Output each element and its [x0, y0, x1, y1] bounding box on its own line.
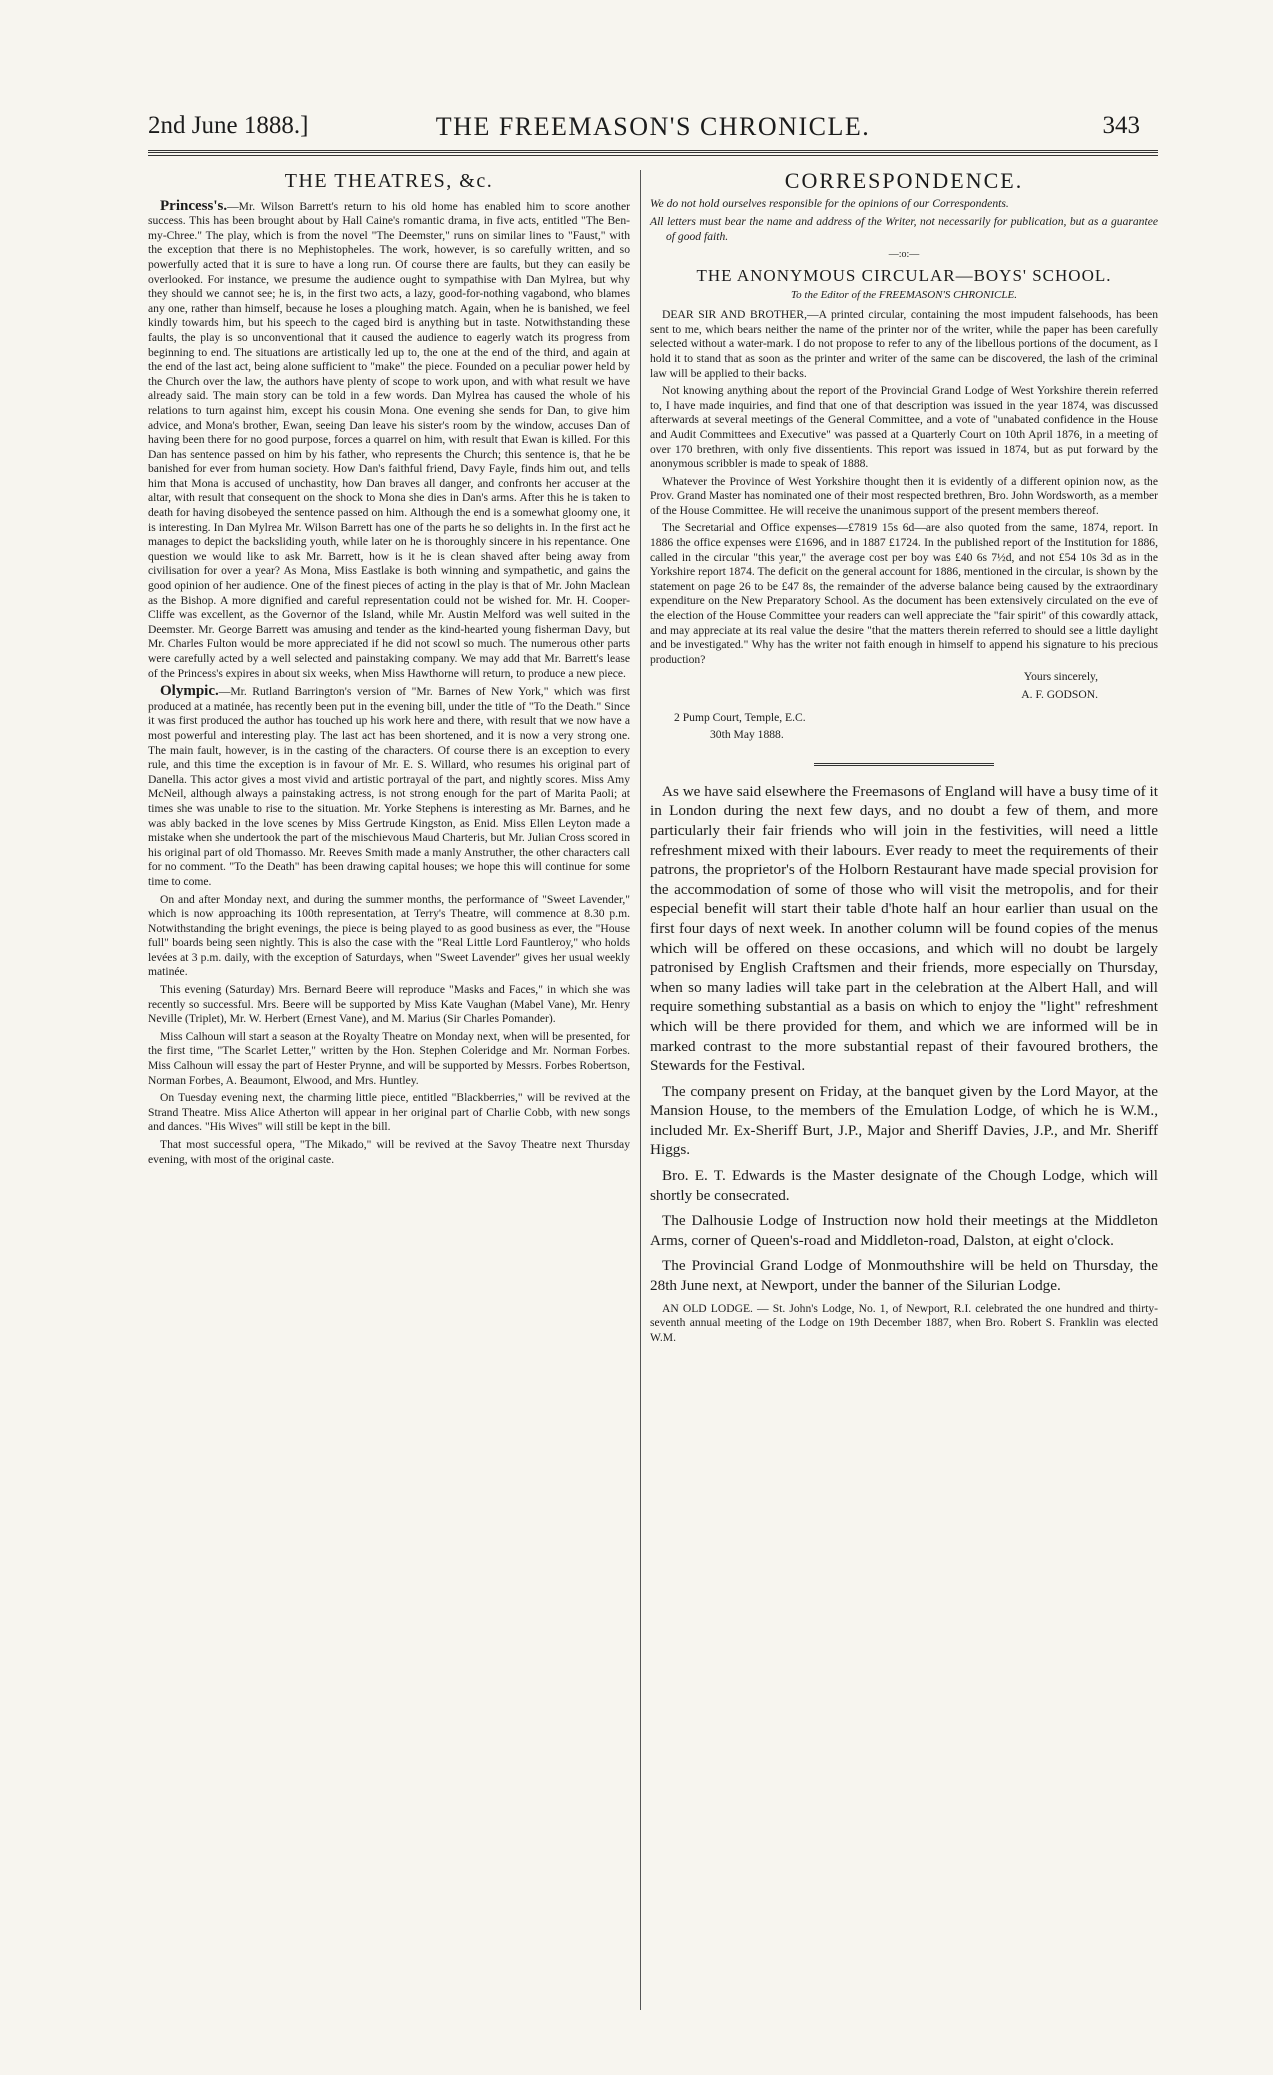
calhoun-paragraph: Miss Calhoun will start a season at the Royalty Theatre on Monday next, when will be presented, for the first time, "The Scarlet Letter," written by the Hon. Stephen Coleridge and Mr. Norman Forbes. Miss Calhoun will essay the part of Hester Prynne, and will be supported by Messrs. Forbes Robertson, Norman Forbes, A. Beaumont, Elwood, and Mrs. Huntley.: [148, 1029, 630, 1087]
issue-date: 2nd June 1888.]: [148, 112, 309, 139]
note-mansion-house: The company present on Friday, at the banquet given by the Lord Mayor, at the Mansion House, to the members of the Emulation Lodge, of which he is W.M., included Mr. Ex-Sheriff Burt, J.P., Major and Sheriff Davies, J.P., and Mr. Sheriff Higgs.: [650, 1082, 1158, 1159]
letter-paragraph-4: The Secretarial and Office expenses—£7819 15s 6d—are also quoted from the same, 1874, report. In 1886 the office expenses were £1696, and in 1887 £1724. In the published report of the Institution for 1886, called in the circular "this year," the average cost per boy was £40 6s 7½d, and not £54 10s 3d as in the Yorkshire report 1874. The deficit on the general account for 1886, mentioned in the circular, is shown by the statement on page 26 to be £47 8s, the remainder of the adverse balance being caused by the extraordinary expenditure on the New Preparatory School. As the document has been extensively circulated on the eve of the election of the House Committee your readers can well appreciate the "fair spirit" of this cowardly attack, and may appreciate at its real value the desire "that the matters therein referred to should see a little daylight and be investigated." Why has the writer not faith enough in himself to append his signature to his precious production?: [650, 521, 1158, 666]
correspondence-column: [650, 170, 1158, 1351]
olympic-lead: Olympic.: [160, 683, 219, 700]
letter-paragraph-3: Whatever the Province of West Yorkshire thought then it is evidently of a different opinion now, as the Prov. Grand Master has nominated one of their most respected brethren, Bro. John Wordsworth, as a member of the House Committee. He will receive the unanimous support of the present members thereof.: [650, 474, 1158, 517]
notes-section: [650, 782, 1158, 1346]
note-holborn: As we have said elsewhere the Freemasons of England will have a busy time of it in London during the next few days, and no doubt a few of them, and more particularly their fair friends who will join in the festivities, will need a little refreshment mixed with their labours. Ever ready to meet the requirements of their patrons, the proprietor's of the Holborn Restaurant have made special provision for the accommodation of some of those who will visit the metropolis, and for their especial benefit will start their table d'hote half an hour earlier than usual on the first four days of next week. In another column will be found copies of the menus which will be offered on these occasions, and which will no doubt be largely patronised by English Craftsmen and their friends, more especially on Thursday, when so many ladies will take part in the celebration at the Albert Hall, and will require something substantial as a basis on which to enjoy the "light" refreshment which will be there provided for them, and which we are informed will be in marked contrast to the more substantial repast of their favoured brothers, the Stewards for the Festival.: [650, 782, 1158, 1075]
princess-paragraph: [148, 199, 630, 682]
letter-closing: Yours sincerely,: [1023, 670, 1098, 684]
editorial-notice-1: We do not hold ourselves responsible for the opinions of our Correspondents.: [650, 196, 1009, 210]
letter-address: 2 Pump Court, Temple, E.C.: [674, 710, 806, 724]
note-old-lodge: [650, 1302, 1158, 1346]
running-head: [148, 112, 1158, 152]
note-monmouthshire: The Provincial Grand Lodge of Monmouthshire will be held on Thursday, the 28th June next, at Newport, under the banner of the Silurian Lodge.: [650, 1257, 1158, 1295]
blackberries-paragraph: On Tuesday evening next, the charming little piece, entitled "Blackberries," will be revived at the Strand Theatre. Miss Alice Atherton will appear in her original part of Charlie Cobb, with new songs and dances. "His Wives" will still be kept in the bill.: [148, 1091, 630, 1134]
theatres-column: [148, 170, 630, 1170]
column-divider: [640, 170, 641, 2010]
old-lodge-lead: AN OLD LODGE.: [662, 1301, 753, 1315]
princess-lead: Princess's.: [160, 197, 228, 214]
ornament: —:o:—: [888, 249, 920, 261]
olympic-paragraph: [148, 684, 630, 889]
letter-paragraph-1: DEAR SIR AND BROTHER,—A printed circular, containing the most impudent falsehoods, has been sent to me, which bears neither the name of the printer nor of the writer, while the paper has been carefully selected without a water-mark. I do not propose to refer to any of the libellous portions of the document, as I hold it to stand that as soon as the printer and writer of the same can be discovered, the lash of the criminal law will be applied to their backs.: [650, 308, 1158, 380]
correspondence-title: CORRESPONDENCE.: [784, 168, 1024, 193]
olympic-text: —Mr. Rutland Barrington's version of "Mr. Barnes of New York," which was first produced at a matinée, has recently been put in the evening bill, under the title of "To the Death." Since it was first produced the author has touched up his work here and there, with result that we now have a most powerful and interesting play. The last act has been shortened, and it is now a very strong one. The main fault, however, is in the casting of the characters. Of course there is an exception to every rule, and this time the exception is in favour of Mr. E. S. Willard, who resumes his original part of Danella. This actor gives a most vivid and artistic portrayal of the part, and nightly scores. Miss Amy McNeil, although always a painstaking actress, is not strong enough for the part of Marita Paoli; at times she was unable to rise to the situation. Mr. Yorke Stephens is interesting as Mr. Barnes, and he was ably backed in the love scenes by Miss Gertrude Kingston, as Enid. Miss Ellen Leyton made a mistake when she undertook the part of the mischievous Maud Charteris, but Mr. Julian Cross scored in his original part of old Thomasso. Mr. Reeves Smith made a manly Anstruther, the other characters call for no comment. "To the Death" has been drawing capital houses; we hope this will continue for some time to come.: [148, 685, 630, 888]
section-separator: [814, 763, 994, 768]
note-dalhousie-lodge: The Dalhousie Lodge of Instruction now hold their meetings at the Middleton Arms, corner of Queen's-road and Middleton-road, Dalston, at eight o'clock.: [650, 1212, 1158, 1249]
note-chough-lodge: Bro. E. T. Edwards is the Master designate of the Chough Lodge, which will shortly be consecrated.: [650, 1167, 1158, 1204]
letter-paragraph-2: Not knowing anything about the report of the Provincial Grand Lodge of West Yorkshire therein referred to, I have made inquiries, and find that one of that description was issued in the year 1874, was discussed afterwards at several meetings of the General Committee, and a vote of "unabated confidence in the House and Audit Committees and Executive" was passed at a Quarterly Court on 10th April 1876, in a meeting of over 170 brethren, with only five dissentients. This report was issued in 1874, but as put forward by the anonymous scribbler is made to speak of 1888.: [650, 384, 1158, 471]
mikado-paragraph: That most successful opera, "The Mikado," will be revived at the Savoy Theatre next Thursday evening, with most of the original caste.: [148, 1138, 630, 1166]
header-rule: [148, 150, 1158, 156]
page-number: 343: [1102, 112, 1140, 139]
beere-paragraph: This evening (Saturday) Mrs. Bernard Beere will reproduce "Masks and Faces," in which she was recently so successful. Mrs. Beere will be supported by Miss Kate Vaughan (Mabel Vane), Mr. Henry Neville (Triplet), Mr. W. Herbert (Ernest Vane), and M. Marius (Sir Charles Pomander).: [148, 983, 630, 1026]
letter-addressee: To the Editor of the FREEMASON'S CHRONICLE.: [791, 288, 1017, 301]
letter-date: 30th May 1888.: [710, 728, 784, 742]
old-lodge-text: — St. John's Lodge, No. 1, of Newport, R.I. celebrated the one hundred and thirty-seventh annual meeting of the Lodge on 19th December 1887, when Bro. Robert S. Franklin was elected W.M.: [650, 1301, 1158, 1344]
letter-title: THE ANONYMOUS CIRCULAR—BOYS' SCHOOL.: [696, 265, 1112, 285]
princess-text: —Mr. Wilson Barrett's return to his old home has enabled him to score another success. This has been brought about by Hall Caine's romantic drama, in five acts, entitled "The Ben-my-Chree." The play, which is from the novel "The Deemster," runs on similar lines to "Faust," with the exception that there is no Mephistopheles. The work, however, is so carefully written, and so powerfully acted that it is sure to have a long run. Of course there are faults, but they can easily be overlooked. For instance, we presume the audience ought to sympathise with Dan Mylrea, but why they should we cannot see; he is, in the first two acts, a lazy, good-for-nothing vagabond, who blames any one, rather than himself, because he loses a ploughing match. Again, when he is banished, we feel kindly towards him, but his speech to the caged bird is anything but in taste. Notwithstanding these faults, the play is so unconventional that it caused the audience to eagerly watch its progress from beginning to end. The situations are artistically led up to, the one at the end of the third, and again at the end of the last act, being alone sufficient to "make" the piece. Founded on a peculiar power held by the Church over the law, the authors have plenty of scope to work upon, and with what result we have already said. The main story can be told in a few words. Dan Mylrea has caused the whole of his relations to turn against him, except his cousin Mona. One evening she sends for Dan, to give him advice, and Mona's brother, Ewan, seeing Dan leave his sister's room by the window, accuses Dan of having been there for no good purpose, forces a quarrel on him, with result that Ewan is killed. For this Dan has sentence passed on him by his father, who represents the Church; this sentence is, that he be banished for ever from human society. How Dan's faithful friend, Davy Fayle, finds him out, and tells him that Mona is accused of unchastity, how Dan braves all danger, and confronts her accuser at the altar, with result that consequent on the shock to Mona she dies in Dan's arms. After this he is taken to death for having disobeyed the sentence passed on him. Although the end is a somewhat gloomy one, it is interesting. In Dan Mylrea Mr. Wilson Barrett has one of the parts he so delights in. In the first act he manages to depict the backsliding youth, while later on he is thoroughly sincere in his repentance. One question we would like to ask Mr. Barrett, how is it he is clean shaved after being away from civilisation for over a year? As Mona, Miss Eastlake is both winning and sympathetic, and gains the good opinion of her audience. One of the finest pieces of acting in the play is that of Mr. John Maclean as the Bishop. A more dignified and careful representation could not be wished for. Mr. H. Cooper-Cliffe was excellent, as the Governor of the Island, while Mr. Austin Melford was well suited in the Deemster. Mr. George Barrett was amusing and tender as the kind-hearted young fisherman Davy, but Mr. Charles Fulton would be more appreciated if he did not scowl so much. The numerous other parts were carefully acted by a well selected and painstaking company. We may add that Mr. Barrett's lease of the Princess's expires in about six weeks, when Miss Hawthorne will return, to produce a new piece.: [148, 199, 630, 680]
letter-signature: A. F. GODSON.: [1021, 688, 1098, 701]
editorial-notice-2: All letters must bear the name and address of the Writer, not necessarily for publication, but as a guarantee of good faith.: [650, 215, 1158, 243]
theatres-title: THE THEATRES, &c.: [284, 170, 494, 192]
lavender-paragraph: On and after Monday next, and during the summer months, the performance of "Sweet Lavender," which is now approaching its 100th representation, at Terry's Theatre, will commence at 8.30 p.m. Notwithstanding the bright evenings, the piece is being played to as good business as ever, the "House full" boards being seen nightly. This is also the case with the "Real Little Lord Fauntleroy," who holds levées at 3 p.m. daily, with the exception of Saturdays, when "Sweet Lavender" gives her usual weekly matinée.: [148, 892, 630, 979]
publication-title: THE FREEMASON'S CHRONICLE.: [435, 112, 871, 141]
